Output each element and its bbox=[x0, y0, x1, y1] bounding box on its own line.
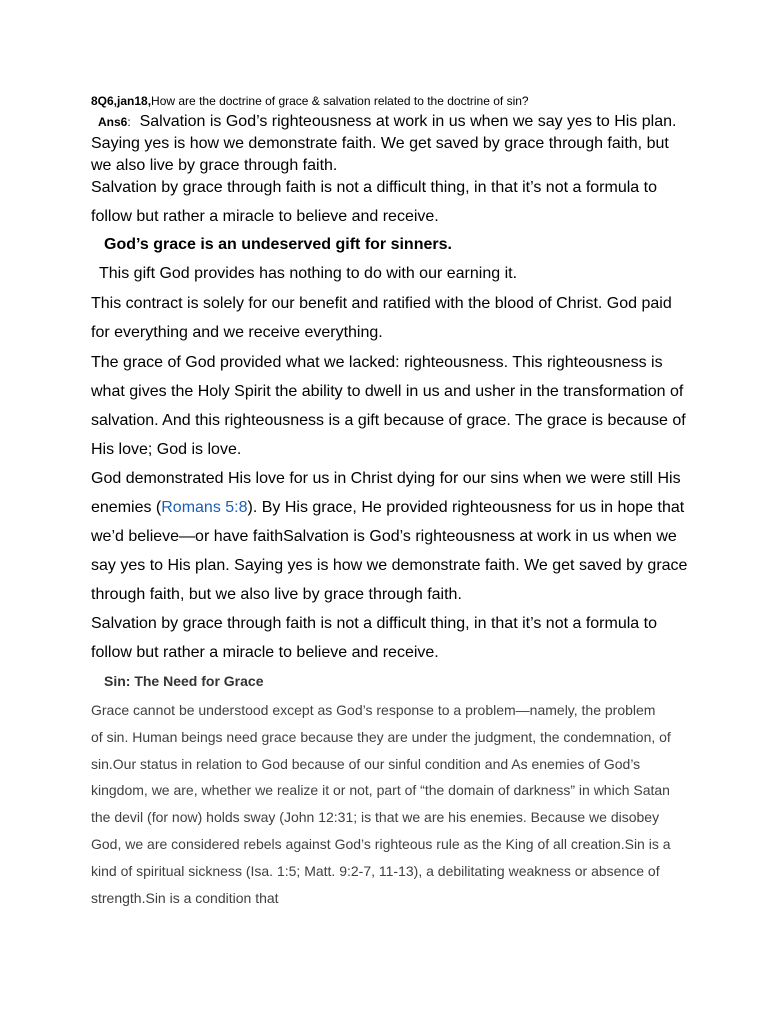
paragraph-love-after: ). By His grace, He provided righteousness for us in hope that we’d believe—or have faithSalvation is God’s righteousness at work in us when we say yes to His plan. Saying yes is how we demonstrate faith. We get saved by grace through faith, but we also live by grace through faith. bbox=[91, 499, 688, 603]
answer-colon: : bbox=[127, 115, 131, 129]
paragraph-salvation-1: Salvation by grace through faith is not a difficult thing, in that it’s not a formula to follow but rather a miracle to believe and receive. bbox=[91, 179, 657, 225]
paragraph-righteousness: The grace of God provided what we lacked: righteousness. This righteousness is what gives the Holy Spirit the ability to dwell in us and usher in the transformation of salvation. And this righteousness is a gift because of grace. The grace is because of His love; God is love. bbox=[91, 354, 686, 458]
paragraph-love-before: God demonstrated His love for us in Christ dying for our sins when we were still His enemies ( bbox=[91, 470, 681, 516]
question-text: How are the doctrine of grace & salvation related to the doctrine of sin? bbox=[151, 94, 529, 108]
paragraph-salvation-2: Salvation by grace through faith is not a difficult thing, in that it’s not a formula to follow but rather a miracle to believe and receive. bbox=[91, 615, 657, 661]
paragraph-love bbox=[91, 464, 691, 609]
answer-text: Salvation is God’s righteousness at work in us when we say yes to His plan. Saying yes is how we demonstrate faith. We get saved by grace through faith, but we also live by grace through faith. bbox=[91, 113, 677, 174]
paragraph-contract: This contract is solely for our benefit and ratified with the blood of Christ. God paid for everything and we receive everything. bbox=[91, 295, 672, 341]
answer-paragraph bbox=[91, 111, 691, 177]
paragraph-gift: This gift God provides has nothing to do with our earning it. bbox=[99, 265, 518, 282]
romans-link[interactable]: Romans 5:8 bbox=[161, 499, 248, 516]
question-id: 8Q6,jan18, bbox=[91, 94, 152, 108]
sin-paragraph: Grace cannot be understood except as God’s response to a problem—namely, the problem of sin. Human beings need grace because they are under the judgment, the condemnation, of sin.Our status in relation to God because of our sinful condition and As enemies of God’s kingdom, we are, whether we realize it or not, part of “the domain of darkness” in which Satan the devil (for now) holds sway (John 12:31; is that we are his enemies. Because we disobey God, we are considered rebels against God’s righteous rule as the King of all creation.Sin is a kind of spiritual sickness (Isa. 1:5; Matt. 9:2-7, 11-13), a debilitating weakness or absence of strength.Sin is a condition that bbox=[91, 702, 671, 906]
question-line bbox=[91, 93, 529, 109]
heading-grace-gift: God’s grace is an undeserved gift for sinners. bbox=[104, 236, 452, 253]
sin-heading: Sin: The Need for Grace bbox=[104, 673, 264, 689]
answer-tag: Ans6 bbox=[98, 115, 128, 129]
